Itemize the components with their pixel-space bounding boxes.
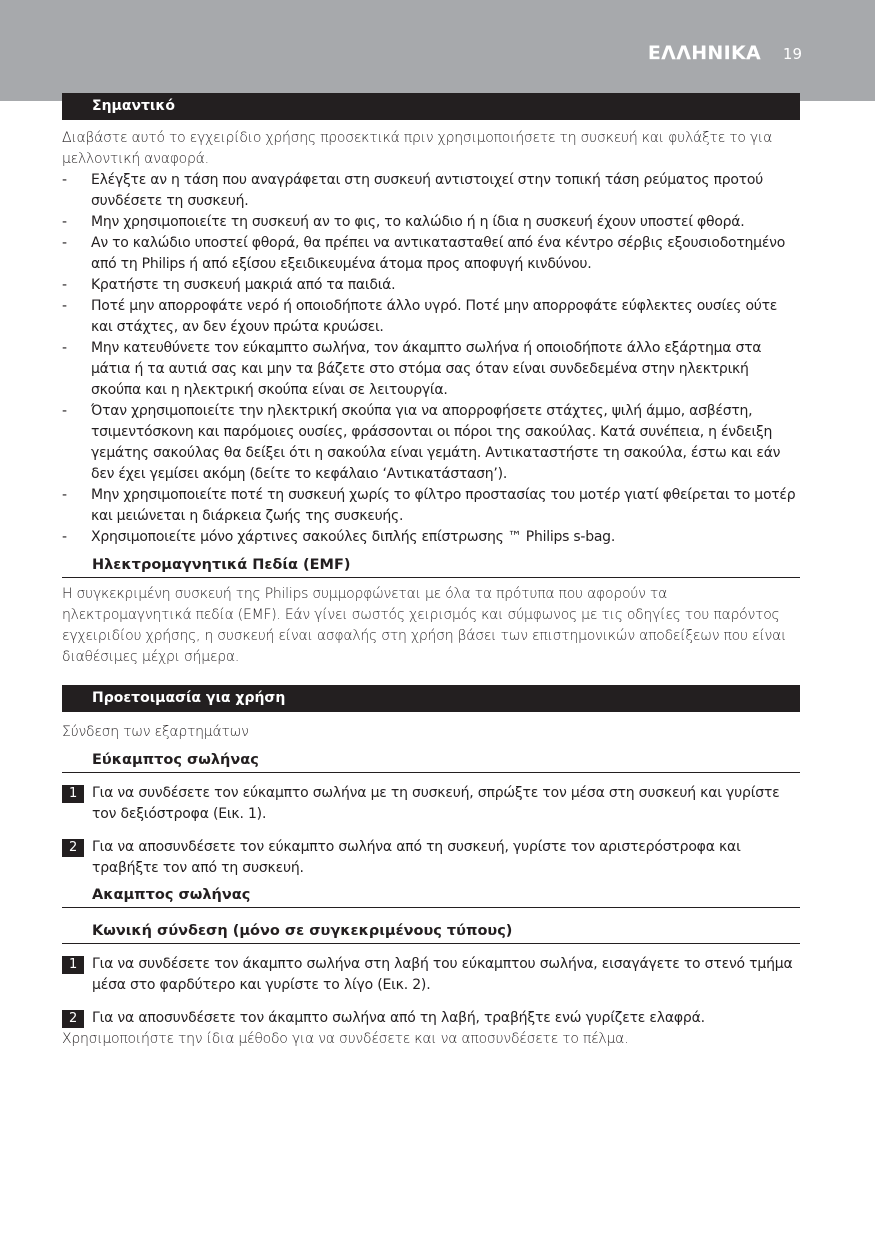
list-item: - Χρησιμοποιείτε μόνο χάρτινες σακούλες διπλής επίστρωσης ™ Philips s-bag. [62,527,800,548]
important-heading: Σημαντικό [62,93,800,120]
list-item: - Ελέγξτε αν η τάση που αναγράφεται στη συσκευή αντιστοιχεί στην τοπική τάση ρεύματος προτού συνδέσετε τη συσκευή. [62,170,800,212]
page-number: 19 [782,45,802,63]
step-number: 2 [62,1010,84,1028]
important-list [62,170,800,548]
step-item [62,1008,800,1029]
step-number: 1 [62,956,84,974]
emf-heading: Ηλεκτρομαγνητικά Πεδία (EMF) [62,554,800,578]
conical-heading: Κωνική σύνδεση (μόνο σε συγκεκριμένους τύπους) [62,920,800,944]
list-item: - Μην κατευθύνετε τον εύκαμπτο σωλήνα, τον άκαμπτο σωλήνα ή οποιοδήποτε άλλο εξάρτημα στα μάτια ή τα αυτιά σας και μην τα βάζετε στο στόμα σας όταν είναι συνδεδεμένα στην ηλεκτρική σκούπα και η ηλεκτρική σκούπα είναι σε λειτουργία. [62,338,800,401]
list-item: - Κρατήστε τη συσκευή μακριά από τα παιδιά. [62,275,800,296]
list-item: - Μην χρησιμοποιείτε τη συσκευή αν το φις, το καλώδιο ή η ίδια η συσκευή έχουν υποστεί φθορά. [62,212,800,233]
step-text: Για να αποσυνδέσετε τον εύκαμπτο σωλήνα από τη συσκευή, γυρίστε τον αριστερόστροφα και τραβήξτε τον από τη συσκευή. [92,839,741,876]
step-number: 2 [62,839,84,857]
step-text: Για να συνδέσετε τον εύκαμπτο σωλήνα με τη συσκευή, σπρώξτε τον μέσα στη συσκευή και γυρίστε τον δεξιόστροφα (Εικ. 1). [92,785,780,822]
step-text: Για να συνδέσετε τον άκαμπτο σωλήνα στη λαβή του εύκαμπτου σωλήνα, εισαγάγετε το στενό τμήμα μέσα στο φαρδύτερο και γυρίστε το λίγο (Εικ. 2). [92,956,793,993]
step-number: 1 [62,785,84,803]
emf-text: Η συγκεκριμένη συσκευή της Philips συμμορφώνεται με όλα τα πρότυπα που αφορούν τα ηλεκτρομαγνητικά πεδία (EMF). Εάν γίνει σωστός χειρισμός και σύμφωνος με τις οδηγίες του παρόντος εγχειριδίου χρήσης, η συσκευή είναι ασφαλής στη χρήση βάσει των επιστημονικών αποδείξεων που είναι διαθέσιμες μέχρι σήμερα. [62,586,787,665]
step-item [62,837,800,879]
list-item: - Ποτέ μην απορροφάτε νερό ή οποιοδήποτε άλλο υγρό. Ποτέ μην απορροφάτε εύφλεκτες ουσίες ούτε και στάχτες, αν δεν έχουν πρώτα κρυώσει. [62,296,800,338]
conical-note: Χρησιμοποιήστε την ίδια μέθοδο για να συνδέσετε και να αποσυνδέσετε το πέλμα. [62,1031,629,1047]
list-item: - Όταν χρησιμοποιείτε την ηλεκτρική σκούπα για να απορροφήσετε στάχτες, ψιλή άμμο, ασβέστη, τσιμεντόσκονη και παρόμοιες ουσίες, φράσσονται οι πόροι της σακούλας. Κατά συνέπεια, η ένδειξη γεμάτης σακούλας θα δείξει ότι η σακούλα είναι γεμάτη. Αντικαταστήστε τη σακούλα, έστω και εάν δεν έχει γεμίσει ακόμη (δείτε το κεφάλαιο ‘Αντικατάσταση’). [62,401,800,485]
step-item [62,954,800,996]
preparation-intro: Σύνδεση των εξαρτημάτων [62,724,249,740]
flexible-hose-heading: Εύκαμπτος σωλήνας [62,749,800,773]
page-content [62,93,800,1050]
important-intro: Διαβάστε αυτό το εγχειρίδιο χρήσης προσεκτικά πριν χρησιμοποιήσετε τη συσκευή και φυλάξτε το για μελλοντική αναφορά. [62,130,773,167]
list-item: - Μην χρησιμοποιείτε ποτέ τη συσκευή χωρίς το φίλτρο προστασίας του μοτέρ γιατί φθείρεται το μοτέρ και μειώνεται η διάρκεια ζωής της συσκευής. [62,485,800,527]
language-label: ΕΛΛΗΝΙΚΑ [647,42,761,64]
step-item [62,783,800,825]
page-header-band [0,0,875,101]
list-item: - Αν το καλώδιο υποστεί φθορά, θα πρέπει να αντικατασταθεί από ένα κέντρο σέρβις εξουσιοδοτημένο από τη Philips ή από εξίσου εξειδικευμένα άτομα προς αποφυγή κινδύνου. [62,233,800,275]
preparation-heading: Προετοιμασία για χρήση [62,685,800,712]
step-text: Για να αποσυνδέσετε τον άκαμπτο σωλήνα από τη λαβή, τραβήξτε ενώ γυρίζετε ελαφρά. [92,1010,705,1026]
rigid-tube-heading: Ακαμπτος σωλήνας [62,884,800,908]
